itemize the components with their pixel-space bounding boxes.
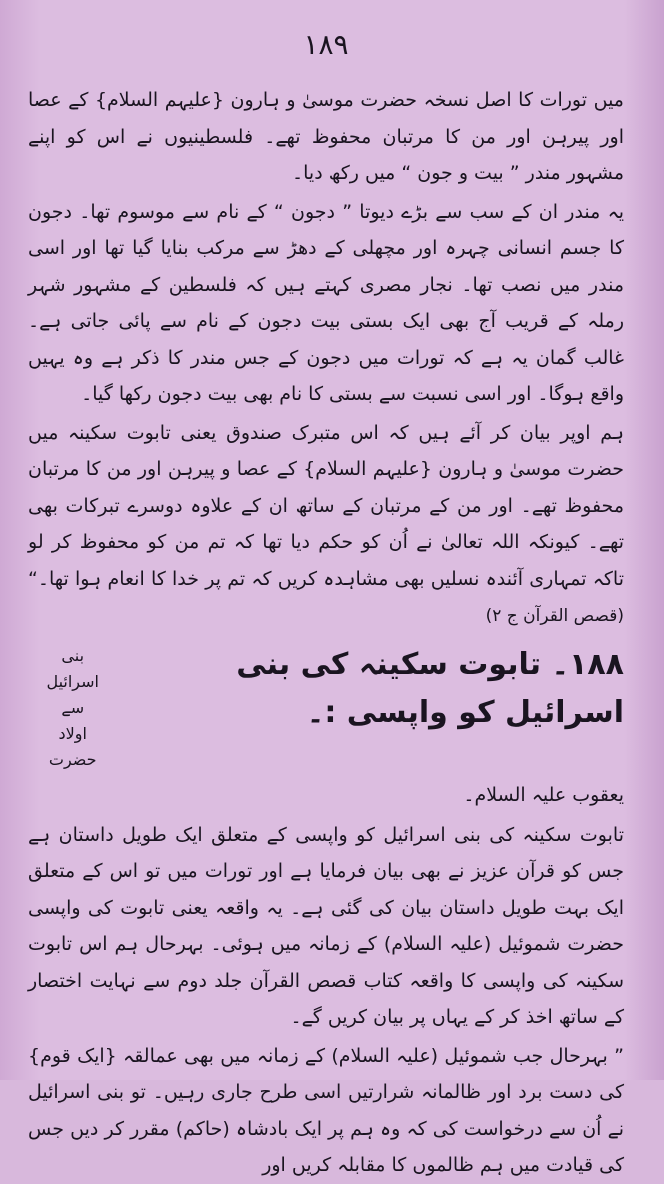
paragraph-ark-relics-text: ہم اوپر بیان کر آئے ہیں کہ اس متبرک صندوق یعنی تابوت سکینہ میں حضرت موسیٰ و ہارون {علیہم السلام} کے عصا و پیرہن اور من کا مرتبان محفوظ تھے۔ اور من کے مرتبان کے ساتھ ان کے علاوہ دوسرے تبرکات بھی تھے۔ کیونکہ اللہ تعالیٰ نے اُن کو حکم دیا تھا کہ تم من کو محفوظ کر لو تاکہ تمہاری آئندہ نسلیں بھی مشاہدہ کریں کہ تم پر خدا کا انعام ہوا تھا۔“: [28, 421, 624, 590]
source-citation: (قصص القرآن ج ۲): [485, 606, 624, 626]
heading-note-line-2: اولاد حضرت: [48, 723, 97, 769]
section-heading-row: [28, 641, 624, 773]
paragraph-ark-relics: [28, 415, 624, 635]
heading-note-line-1: بنی اسرائیل سے: [46, 645, 99, 717]
paragraph-ark-return: تابوت سکینہ کی بنی اسرائیل کو واپسی کے متعلق ایک طویل داستان ہے جس کو قرآن عزیز نے بھی بیان فرمایا ہے اور تورات میں تو اس کے متعلق ایک بہت طویل داستان بیان کی گئی ہے۔ یہ واقعہ یعنی تابوت کی واپسی حضرت شموئیل (علیہ السلام) کے زمانہ میں ہوئی۔ بہرحال ہم اس تابوت سکینہ کی واپسی کا واقعہ کتاب قصص القرآن جلد دوم سے نہایت اختصار کے ساتھ اخذ کر کے یہاں پر بیان کریں گے۔: [28, 823, 624, 1028]
paragraph-torah-copy: میں تورات کا اصل نسخہ حضرت موسیٰ و ہارون {علیہم السلام} کے عصا اور پیرہن اور من کا مرتبان محفوظ تھے۔ فلسطینیوں نے اس کو اپنے مشہور مندر ” بیت و جون “ میں رکھ دیا۔: [28, 89, 624, 184]
section-heading: ۱۸۸۔ تابوت سکینہ کی بنی اسرائیل کو واپسی :۔: [236, 646, 624, 730]
paragraph-samuel-quote: ” بہرحال جب شموئیل (علیہ السلام) کے زمانہ میں بھی عمالقہ {ایک قوم} کی دست برد اور ظالمانہ شرارتیں اسی طرح جاری رہیں۔ تو بنی اسرائیل نے اُن سے درخواست کی کہ وہ ہم پر ایک بادشاہ (حاکم) مقرر کر دیں جس کی قیادت میں ہم ظالموں کا مقابلہ کریں اور: [28, 1044, 624, 1176]
page-number: ۱۸۹: [303, 28, 349, 61]
heading-side-note: [34, 643, 111, 773]
heading-continuation: یعقوب علیہ السلام۔: [463, 783, 624, 806]
paragraph-dagon-temple: یہ مندر ان کے سب سے بڑے دیوتا ” دجون “ کے نام سے موسوم تھا۔ دجون کا جسم انسانی چہرہ اور مچھلی کے دھڑ سے مرکب بنایا گیا تھا اور اسی مندر میں نصب تھا۔ نجار مصری کہتے ہیں کہ فلسطین کے مشہور شہر رملہ کے قریب آج بھی ایک بستی بیت دجون کے نام سے پائی جاتی ہے۔ غالب گمان یہ ہے کہ تورات میں دجون کے جس مندر کا ذکر ہے وہ یہیں واقع ہوگا۔ اور اسی نسبت سے بستی کا نام بھی بیت دجون رکھا گیا۔: [28, 200, 624, 405]
